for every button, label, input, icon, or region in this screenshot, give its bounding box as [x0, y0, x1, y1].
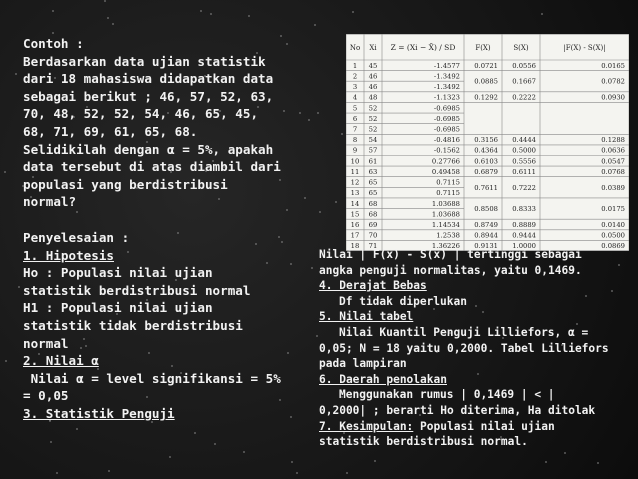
problem-line: normal?: [23, 194, 77, 210]
table-cell: 57: [368, 146, 378, 155]
table-cell: 0.0885: [474, 77, 498, 86]
table-cell: 46: [368, 83, 378, 92]
table-cell: -1.4577: [433, 61, 460, 70]
table-cell: 4: [352, 93, 358, 102]
table-header-cell: Xi: [369, 44, 377, 52]
table-cell: 0.6111: [512, 167, 536, 176]
table-cell: 68: [368, 199, 378, 208]
table-cell: 0.2222: [512, 93, 536, 102]
table-cell: 5: [352, 104, 358, 113]
table-cell: 0.1288: [601, 136, 625, 145]
table-cell: 0.3156: [474, 136, 498, 145]
problem-line: dari 18 mahasiswa didapatkan data: [23, 71, 274, 87]
speckle-dot: [564, 452, 566, 454]
step-text: 0,05; N = 18 yaitu 0,2000. Tabel Lilliefors: [319, 341, 609, 355]
right-column: [319, 247, 631, 450]
table-cell: -0.1562: [433, 146, 460, 155]
step-text: Df tidak diperlukan: [339, 294, 467, 308]
table-cell: 6: [352, 114, 358, 123]
table-cell: 1.14534: [431, 220, 460, 229]
table-cell: 48: [368, 93, 378, 102]
speckle-dot: [541, 13, 543, 15]
table-cell: -0.4816: [433, 136, 460, 145]
ho-line: Ho : Populasi nilai ujian: [23, 265, 213, 281]
penyelesaian-label: Penyelesaian :: [23, 229, 130, 245]
table-cell: 14: [350, 199, 360, 208]
speckle-dot: [214, 443, 216, 445]
step-title: 6. Daerah penolakan: [319, 372, 447, 386]
speckle-dot: [56, 472, 58, 474]
speckle-dot: [4, 171, 6, 173]
nilai-alpha-line: = 0,05: [23, 388, 69, 404]
speckle-dot: [352, 11, 354, 13]
speckle-dot: [169, 456, 171, 458]
table-cell: 0.0165: [601, 61, 625, 70]
speckle-dot: [194, 432, 196, 434]
table-cell: 0.0636: [601, 146, 625, 155]
lilliefors-table-image: [346, 34, 629, 251]
table-cell: 0.0547: [601, 157, 625, 166]
table-cell: 0.9444: [512, 231, 536, 240]
table-cell: 0.1667: [512, 77, 536, 86]
table-cell: 0.0869: [601, 242, 625, 251]
h1-line: statistik tidak berdistribusi: [23, 317, 243, 333]
speckle-dot: [52, 32, 54, 34]
table-cell: 46: [368, 72, 378, 81]
h1-line: H1 : Populasi nilai ujian: [23, 300, 213, 316]
speckle-dot: [107, 17, 109, 19]
speckle-dot: [545, 461, 547, 463]
speckle-dot: [335, 201, 337, 203]
step-text: pada lampiran: [319, 357, 407, 371]
step-title: 5. Nilai tabel: [319, 310, 414, 324]
section-kesimpulan-title: 7. Kesimpulan:: [319, 419, 414, 433]
nilai-alpha-line: Nilai α = level signifikansi = 5%: [23, 370, 281, 386]
table-cell: 0.0721: [474, 61, 498, 70]
section-statistik-penguji-title: 3. Statistik Penguji: [23, 405, 175, 421]
table-cell: 2: [352, 72, 358, 81]
table-cell: 15: [350, 210, 360, 219]
table-cell: 0.0768: [601, 167, 625, 176]
table-cell: 61: [368, 157, 378, 166]
speckle-dot: [5, 360, 7, 362]
table-cell: 1.03688: [431, 199, 460, 208]
speckle-dot: [76, 428, 78, 430]
problem-line: 68, 71, 69, 61, 65, 68.: [23, 123, 198, 139]
table-cell: 0.8333: [512, 205, 536, 214]
ho-statement: [23, 264, 323, 299]
problem-line: 70, 48, 52, 52, 54, 46, 65, 45,: [23, 106, 259, 122]
problem-line: Berdasarkan data ujian statistik: [23, 53, 266, 69]
table-cell: 0.0140: [601, 220, 625, 229]
table-cell: 13: [350, 189, 360, 198]
table-cell: 0.0930: [601, 93, 625, 102]
table-header-cell: Z = (Xi − X̄) / SD: [390, 43, 456, 52]
table-cell: 69: [368, 220, 378, 229]
problem-line: Selidikilah dengan α = 5%, apakah: [23, 141, 274, 157]
table-cell: 0.6103: [474, 157, 498, 166]
table-cell: 63: [368, 167, 378, 176]
speckle-dot: [341, 133, 343, 135]
problem-statement: [23, 53, 323, 211]
table-cell: 52: [368, 125, 378, 134]
kesimpulan-text: Populasi nilai ujian: [413, 419, 555, 433]
table-cell: 11: [350, 167, 360, 176]
speckle-dot: [291, 461, 293, 463]
table-cell: 0.4444: [512, 136, 536, 145]
table-cell: 1.36226: [431, 242, 460, 251]
table-cell: -1.3492: [433, 72, 460, 81]
table-cell: 0.8749: [474, 220, 498, 229]
table-cell: -1.1323: [433, 93, 460, 102]
speckle-dot: [210, 13, 212, 15]
table-cell: 12: [350, 178, 360, 187]
steps-4-to-6: [319, 247, 631, 419]
left-column: [23, 35, 323, 422]
table-cell: 3: [352, 83, 358, 92]
table-cell: 70: [368, 231, 378, 240]
kesimpulan-line: [319, 419, 631, 435]
table-cell: 0.0556: [512, 61, 536, 70]
table-cell: 52: [368, 104, 378, 113]
table-cell: -0.6985: [433, 104, 460, 113]
table-cell: 0.27766: [431, 157, 460, 166]
speckle-dot: [597, 462, 599, 464]
ho-line: statistik berdistribusi normal: [23, 282, 251, 298]
table-cell: 7: [352, 125, 358, 134]
table-cell: 0.0175: [601, 205, 625, 214]
table-cell: 71: [368, 242, 378, 251]
speckle-dot: [243, 451, 245, 453]
table-cell: 0.0500: [601, 231, 625, 240]
table-cell: 1.0000: [512, 242, 536, 251]
table-cell: 1.2538: [436, 231, 460, 240]
table-cell: 0.49458: [431, 167, 460, 176]
table-cell: 54: [368, 136, 378, 145]
step-text: angka penguji normalitas, yaitu 0,1469.: [319, 263, 582, 277]
speckle-dot: [374, 460, 376, 462]
speckle-dot: [108, 470, 110, 472]
problem-line: sebagai berikut ; 46, 57, 52, 63,: [23, 88, 274, 104]
problem-line: data tersebut di atas diambil dari: [23, 159, 281, 175]
step-text: Nilai | F(x) - S(x) | tertinggi sebagai: [319, 248, 582, 261]
speckle-dot: [104, 0, 106, 2]
table-cell: 1.03688: [431, 210, 460, 219]
table-cell: 0.8944: [474, 231, 498, 240]
table-cell: 1: [352, 61, 358, 70]
table-cell: 0.0389: [601, 183, 625, 192]
speckle-dot: [314, 24, 316, 26]
table-cell: 0.9131: [474, 242, 498, 251]
kesimpulan-text-2: statistik berdistribusi normal.: [319, 435, 528, 449]
table-cell: 8: [352, 136, 358, 145]
table-cell: 45: [368, 61, 378, 70]
table-cell: 18: [350, 242, 360, 251]
table-cell: 9: [352, 146, 358, 155]
lilliefors-table: [346, 34, 629, 251]
speckle-dot: [52, 10, 54, 12]
table-cell: 16: [350, 220, 360, 229]
table-cell: 65: [368, 189, 378, 198]
step-text: Menggunakan rumus | 0,1469 | < |: [339, 388, 555, 402]
speckle-dot: [112, 23, 114, 25]
speckle-dot: [15, 73, 17, 75]
speckle-dot: [346, 472, 348, 474]
contoh-label: Contoh :: [23, 36, 84, 51]
table-cell: 17: [350, 231, 360, 240]
table-cell: 52: [368, 114, 378, 123]
table-header-cell: F(X): [475, 44, 491, 52]
step-text: 0,2000| ; berarti Ho diterima, Ha ditolak: [319, 403, 596, 417]
table-cell: 0.7222: [512, 183, 536, 192]
step-title: 4. Derajat Bebas: [319, 279, 427, 293]
speckle-dot: [18, 286, 20, 288]
table-cell: 65: [368, 178, 378, 187]
table-cell: 0.8889: [512, 220, 536, 229]
table-header-cell: No: [349, 44, 361, 52]
table-header-cell: S(X): [513, 44, 529, 52]
table-header-cell: |F(X) - S(X)|: [563, 44, 606, 52]
nilai-alpha-statement: [23, 370, 323, 405]
table-cell: -0.6985: [433, 114, 460, 123]
section-nilai-alpha-title: 2. Nilai α: [23, 353, 99, 369]
table-cell: 0.5000: [512, 146, 536, 155]
problem-line: populasi yang berdistribusi: [23, 176, 228, 192]
step-text: Nilai Kuantil Penguji Lilliefors, α =: [339, 325, 589, 339]
table-cell: 0.6879: [474, 167, 498, 176]
table-cell: 68: [368, 210, 378, 219]
table-cell: -1.3492: [433, 83, 460, 92]
table-cell: 0.7611: [474, 183, 498, 192]
speckle-dot: [248, 15, 250, 17]
h1-line: normal: [23, 335, 69, 351]
table-cell: 0.5556: [512, 157, 536, 166]
table-cell: 0.8508: [474, 205, 498, 214]
table-cell: 0.0782: [601, 77, 625, 86]
speckle-dot: [50, 441, 52, 443]
table-cell: -0.6985: [433, 125, 460, 134]
table-cell: 0.4364: [474, 146, 498, 155]
speckle-dot: [296, 472, 298, 474]
h1-statement: [23, 299, 323, 352]
table-cell: 0.7115: [436, 189, 460, 198]
table-cell: 0.7115: [436, 178, 460, 187]
table-cell: 0.1292: [474, 93, 498, 102]
table-cell: 10: [350, 157, 360, 166]
section-hipotesis-title: 1. Hipotesis: [23, 247, 114, 263]
speckle-dot: [200, 10, 202, 12]
